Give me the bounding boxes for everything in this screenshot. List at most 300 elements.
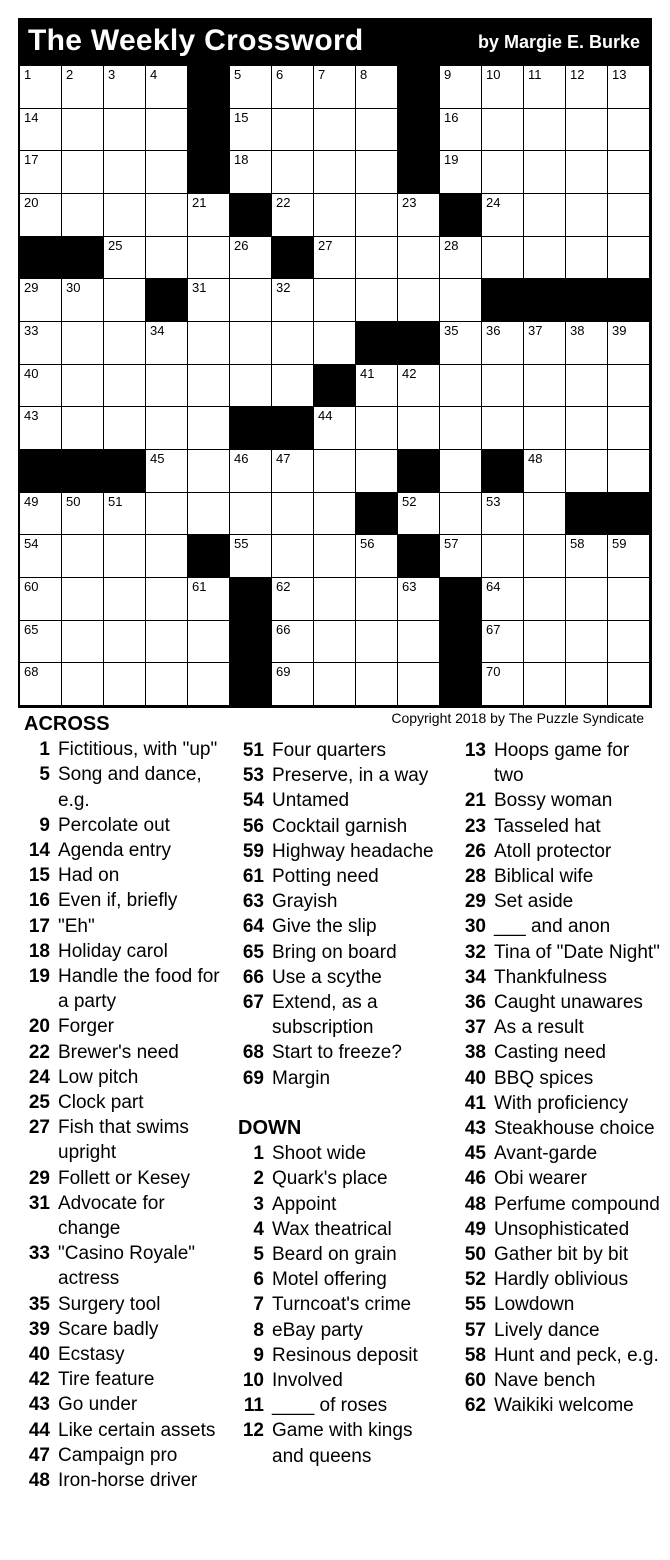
clue-item [238,1066,448,1091]
clue-text: Game with kings and queens [272,1420,413,1467]
grid-cell[interactable] [230,535,272,578]
cell-number: 64 [486,579,501,594]
grid-cell[interactable] [20,535,62,578]
grid-cell[interactable] [566,322,608,365]
cell-number: 68 [24,664,39,680]
grid-cell[interactable] [188,407,230,450]
grid-cell[interactable] [524,365,566,408]
grid-cell[interactable] [524,237,566,280]
grid-cell[interactable] [188,322,230,365]
grid-cell[interactable] [104,151,146,194]
grid-cell[interactable] [608,663,650,706]
grid-cell[interactable] [398,194,440,237]
grid-cell[interactable] [356,663,398,706]
cell-number: 30 [66,280,81,296]
grid-cell[interactable] [62,621,104,664]
grid-cell[interactable] [608,407,650,450]
grid-cell[interactable] [608,578,650,621]
grid-cell[interactable] [230,151,272,194]
clue-item [24,939,224,964]
grid-cell[interactable] [398,407,440,450]
grid-cell-black [398,535,440,578]
grid-cell[interactable] [146,109,188,152]
clue-text: Give the slip [272,916,377,938]
grid-cell[interactable] [272,279,314,322]
grid-cell-black [188,535,230,578]
clue-text: Lowdown [494,1294,575,1316]
grid-cell[interactable] [566,578,608,621]
grid-cell[interactable] [104,109,146,152]
grid-cell[interactable] [230,66,272,109]
grid-cell[interactable] [146,578,188,621]
clue-item [460,839,660,864]
grid-cell[interactable] [104,237,146,280]
grid-cell[interactable] [482,66,524,109]
grid-cell[interactable] [608,322,650,365]
grid-cell[interactable] [566,365,608,408]
grid-cell[interactable] [188,194,230,237]
grid-cell[interactable] [104,279,146,322]
grid-cell[interactable] [356,237,398,280]
clue-text: Obi wearer [494,1168,587,1190]
clue-item [460,1091,660,1116]
grid-cell[interactable] [272,450,314,493]
grid-cell[interactable] [356,535,398,578]
grid-cell[interactable] [104,194,146,237]
grid-cell[interactable] [356,578,398,621]
clue-text: Wax theatrical [272,1218,392,1240]
clue-text: Hardly oblivious [494,1269,629,1291]
grid-cell[interactable] [566,535,608,578]
grid-cell[interactable] [314,279,356,322]
cell-number: 15 [234,109,249,125]
grid-cell[interactable] [314,663,356,706]
grid-cell[interactable] [524,322,566,365]
grid-cell[interactable] [524,578,566,621]
grid-cell[interactable] [146,663,188,706]
clue-text: ____ of roses [272,1395,388,1417]
grid-cell[interactable] [146,151,188,194]
clue-text: Had on [58,865,120,887]
clue-text: "Casino Royale" actress [58,1243,196,1290]
grid-cell[interactable] [20,109,62,152]
grid-cell[interactable] [566,407,608,450]
grid-cell[interactable] [188,493,230,536]
grid-cell[interactable] [104,535,146,578]
grid-cell[interactable] [272,109,314,152]
grid-cell[interactable] [230,450,272,493]
clue-text: Extend, as a subscription [272,992,378,1039]
clue-item [24,1115,224,1165]
grid-cell[interactable] [20,194,62,237]
grid-cell-black [62,237,104,280]
grid-cell[interactable] [608,237,650,280]
grid-cell-black [188,109,230,152]
clue-text: "Eh" [58,915,95,937]
grid-cell[interactable] [314,322,356,365]
grid-cell-black [608,279,650,322]
grid-cell[interactable] [272,535,314,578]
clue-number: 31 [28,1192,50,1214]
clue-text: Appoint [272,1193,337,1215]
grid-cell[interactable] [608,194,650,237]
clue-number: 46 [464,1168,486,1190]
grid-cell[interactable] [356,109,398,152]
grid-cell[interactable] [230,237,272,280]
grid-cell[interactable] [356,66,398,109]
grid-cell[interactable] [524,493,566,536]
grid-cell[interactable] [62,663,104,706]
grid-cell[interactable] [272,151,314,194]
grid-cell[interactable] [398,663,440,706]
clue-number: 10 [242,1370,264,1392]
grid-cell[interactable] [20,151,62,194]
clue-number: 56 [242,815,264,837]
grid-cell[interactable] [608,66,650,109]
clue-text: Margin [272,1067,331,1089]
grid-cell[interactable] [146,493,188,536]
grid-cell[interactable] [608,450,650,493]
clue-number: 59 [242,840,264,862]
grid-cell[interactable] [188,450,230,493]
clue-text: Thankfulness [494,966,608,988]
clue-text: Fish that swims upright [58,1117,189,1164]
grid-cell[interactable] [566,151,608,194]
grid-cell[interactable] [146,407,188,450]
clue-item [460,1217,660,1242]
grid-cell[interactable] [356,365,398,408]
grid-cell[interactable] [482,407,524,450]
grid-cell[interactable] [566,663,608,706]
grid-cell[interactable] [104,493,146,536]
grid-cell[interactable] [398,237,440,280]
grid-cell[interactable] [188,663,230,706]
grid-cell[interactable] [566,109,608,152]
grid-cell[interactable] [566,66,608,109]
grid-cell[interactable] [608,621,650,664]
clue-column-1 [24,712,224,1493]
grid-cell[interactable] [356,194,398,237]
grid-cell[interactable] [440,493,482,536]
grid-cell[interactable] [440,237,482,280]
grid-cell[interactable] [398,279,440,322]
clue-item [460,864,660,889]
clue-number: 1 [253,1143,264,1165]
grid-cell[interactable] [608,151,650,194]
grid-cell[interactable] [482,493,524,536]
clue-number: 13 [464,740,486,761]
grid-cell[interactable] [104,365,146,408]
clue-item [238,1393,448,1418]
grid-cell[interactable] [482,109,524,152]
grid-cell[interactable] [482,322,524,365]
clue-text: Tasseled hat [494,815,601,837]
grid-cell[interactable] [566,621,608,664]
grid-cell[interactable] [20,279,62,322]
grid-cell[interactable] [188,237,230,280]
clue-item [238,1040,448,1065]
grid-cell[interactable] [356,450,398,493]
grid-cell[interactable] [398,621,440,664]
clue-number: 58 [464,1344,486,1366]
grid-cell[interactable] [62,365,104,408]
grid-cell[interactable] [230,322,272,365]
grid-cell[interactable] [608,365,650,408]
grid-cell[interactable] [62,407,104,450]
clue-text: Advocate for change [58,1192,165,1240]
grid-cell[interactable] [104,621,146,664]
grid-cell[interactable] [314,194,356,237]
grid-cell[interactable] [440,365,482,408]
grid-cell-black [398,322,440,365]
grid-cell[interactable] [272,578,314,621]
grid-cell[interactable] [566,237,608,280]
grid-cell[interactable] [440,450,482,493]
grid-cell[interactable] [62,493,104,536]
clue-item [238,788,448,813]
grid-cell-black [188,151,230,194]
clue-item [24,1342,224,1367]
grid-cell[interactable] [524,407,566,450]
grid-cell[interactable] [524,151,566,194]
cell-number: 41 [360,365,375,381]
grid-cell[interactable] [20,663,62,706]
grid-cell[interactable] [62,194,104,237]
grid-cell[interactable] [272,663,314,706]
cell-number: 17 [24,152,39,168]
clue-item [24,1241,224,1291]
clue-number: 21 [464,790,486,812]
grid-cell[interactable] [230,365,272,408]
cell-number: 42 [402,365,417,381]
grid-cell[interactable] [272,322,314,365]
clue-number: 3 [253,1193,264,1215]
clue-text: Preserve, in a way [272,765,429,787]
grid-cell[interactable] [146,194,188,237]
grid-cell[interactable] [356,151,398,194]
grid-cell[interactable] [608,109,650,152]
grid-cell[interactable] [440,279,482,322]
cell-number: 2 [66,67,74,82]
clue-item [24,1392,224,1417]
clue-item [24,863,224,888]
grid-cell[interactable] [62,279,104,322]
grid-cell[interactable] [314,66,356,109]
grid-cell[interactable] [482,535,524,578]
grid-cell[interactable] [398,493,440,536]
cell-number: 8 [360,67,368,82]
grid-cell[interactable] [62,578,104,621]
grid-cell[interactable] [482,151,524,194]
clue-text: Song and dance, e.g. [58,764,202,811]
cell-number: 34 [150,323,165,338]
clue-column-3 [460,738,660,1418]
grid-cell[interactable] [104,407,146,450]
clue-item [238,1217,448,1242]
clue-text: Motel offering [272,1269,387,1291]
clue-item [24,1040,224,1065]
grid-cell[interactable] [524,194,566,237]
cell-number: 45 [150,451,165,466]
grid-cell[interactable] [230,493,272,536]
grid-cell[interactable] [440,66,482,109]
grid-cell[interactable] [524,109,566,152]
grid-cell[interactable] [146,450,188,493]
grid-cell-black [314,365,356,408]
clue-number: 7 [253,1294,264,1316]
clue-text: Waikiki welcome [494,1395,634,1417]
grid-cell[interactable] [188,621,230,664]
grid-cell[interactable] [482,621,524,664]
grid-cell[interactable] [188,279,230,322]
grid-cell[interactable] [62,322,104,365]
clue-item [24,1065,224,1090]
grid-cell[interactable] [314,621,356,664]
clue-number: 24 [28,1066,50,1088]
grid-cell[interactable] [314,151,356,194]
clue-number: 64 [242,916,264,938]
grid-cell[interactable] [398,578,440,621]
grid-cell[interactable] [398,365,440,408]
grid-cell[interactable] [104,578,146,621]
grid-cell[interactable] [62,151,104,194]
clue-item [460,1343,660,1368]
grid-cell[interactable] [314,450,356,493]
grid-cell-black [62,450,104,493]
grid-cell[interactable] [272,66,314,109]
grid-cell[interactable] [440,151,482,194]
grid-cell[interactable] [356,279,398,322]
grid-cell-black [566,279,608,322]
grid-cell[interactable] [482,578,524,621]
clue-item [24,1166,224,1191]
clue-text: Four quarters [272,740,387,761]
clue-text: Shoot wide [272,1143,367,1165]
grid-cell[interactable] [104,663,146,706]
grid-cell[interactable] [524,621,566,664]
grid-cell[interactable] [524,535,566,578]
grid-cell[interactable] [482,365,524,408]
grid-cell[interactable] [20,407,62,450]
grid-cell[interactable] [314,493,356,536]
grid-cell[interactable] [566,450,608,493]
clue-item [238,839,448,864]
grid-cell[interactable] [314,237,356,280]
grid-cell[interactable] [314,109,356,152]
author-byline: by Margie E. Burke [477,32,640,52]
grid-cell[interactable] [146,322,188,365]
cell-number: 5 [234,67,242,82]
clue-text: Use a scythe [272,966,382,988]
grid-cell[interactable] [608,535,650,578]
clue-text: Involved [272,1370,343,1392]
grid-cell-black [440,578,482,621]
clue-number: 9 [39,814,50,836]
grid-cell[interactable] [314,407,356,450]
clue-section-heading: ACROSS [24,713,110,735]
grid-cell[interactable] [356,621,398,664]
clue-text: Resinous deposit [272,1344,418,1366]
cell-number: 62 [276,579,291,594]
grid-cell[interactable] [20,66,62,109]
grid-cell[interactable] [440,109,482,152]
grid-cell[interactable] [62,109,104,152]
clue-item [460,965,660,990]
grid-cell[interactable] [146,66,188,109]
cell-number: 28 [444,237,459,253]
grid-cell[interactable] [62,66,104,109]
clue-item [24,1292,224,1317]
grid-cell[interactable] [188,365,230,408]
grid-cell[interactable] [20,578,62,621]
grid-cell[interactable] [272,194,314,237]
grid-cell[interactable] [482,237,524,280]
cell-number: 59 [612,536,627,552]
grid-cell[interactable] [146,621,188,664]
grid-cell-black [566,493,608,536]
cell-number: 48 [528,451,543,466]
clue-number: 68 [242,1042,264,1064]
grid-cell[interactable] [146,237,188,280]
cell-number: 37 [528,323,543,338]
grid-cell[interactable] [524,450,566,493]
cell-number: 53 [486,493,501,509]
grid-cell[interactable] [314,535,356,578]
grid-cell[interactable] [524,66,566,109]
grid-cell[interactable] [146,535,188,578]
title-banner [18,18,652,64]
grid-cell[interactable] [440,322,482,365]
grid-cell-black [440,663,482,706]
grid-cell[interactable] [482,194,524,237]
grid-cell[interactable] [230,279,272,322]
grid-cell[interactable] [440,407,482,450]
clue-item [238,940,448,965]
grid-cell[interactable] [440,535,482,578]
grid-cell[interactable] [230,109,272,152]
grid-cell[interactable] [272,621,314,664]
grid-cell[interactable] [272,493,314,536]
grid-cell[interactable] [62,535,104,578]
clue-number: 26 [464,840,486,862]
grid-cell[interactable] [104,322,146,365]
grid-cell[interactable] [20,493,62,536]
grid-cell[interactable] [356,407,398,450]
grid-cell[interactable] [20,621,62,664]
grid-cell[interactable] [272,365,314,408]
clue-item [238,1242,448,1267]
grid-cell[interactable] [20,322,62,365]
clue-item [24,964,224,1014]
grid-cell[interactable] [524,663,566,706]
grid-cell[interactable] [104,66,146,109]
grid-cell[interactable] [20,365,62,408]
grid-cell[interactable] [314,578,356,621]
grid-cell[interactable] [482,663,524,706]
grid-cell[interactable] [146,365,188,408]
page-title: The Weekly Crossword [28,24,364,57]
grid-cell[interactable] [188,578,230,621]
clue-item [460,814,660,839]
clue-number: 41 [464,1092,486,1114]
clue-number: 67 [242,992,264,1014]
clue-number: 11 [243,1395,264,1417]
clue-number: 2 [253,1168,264,1190]
grid-cell[interactable] [566,194,608,237]
clue-text: Highway headache [272,840,434,862]
clue-number: 39 [28,1318,50,1340]
clue-number: 1 [39,739,50,761]
